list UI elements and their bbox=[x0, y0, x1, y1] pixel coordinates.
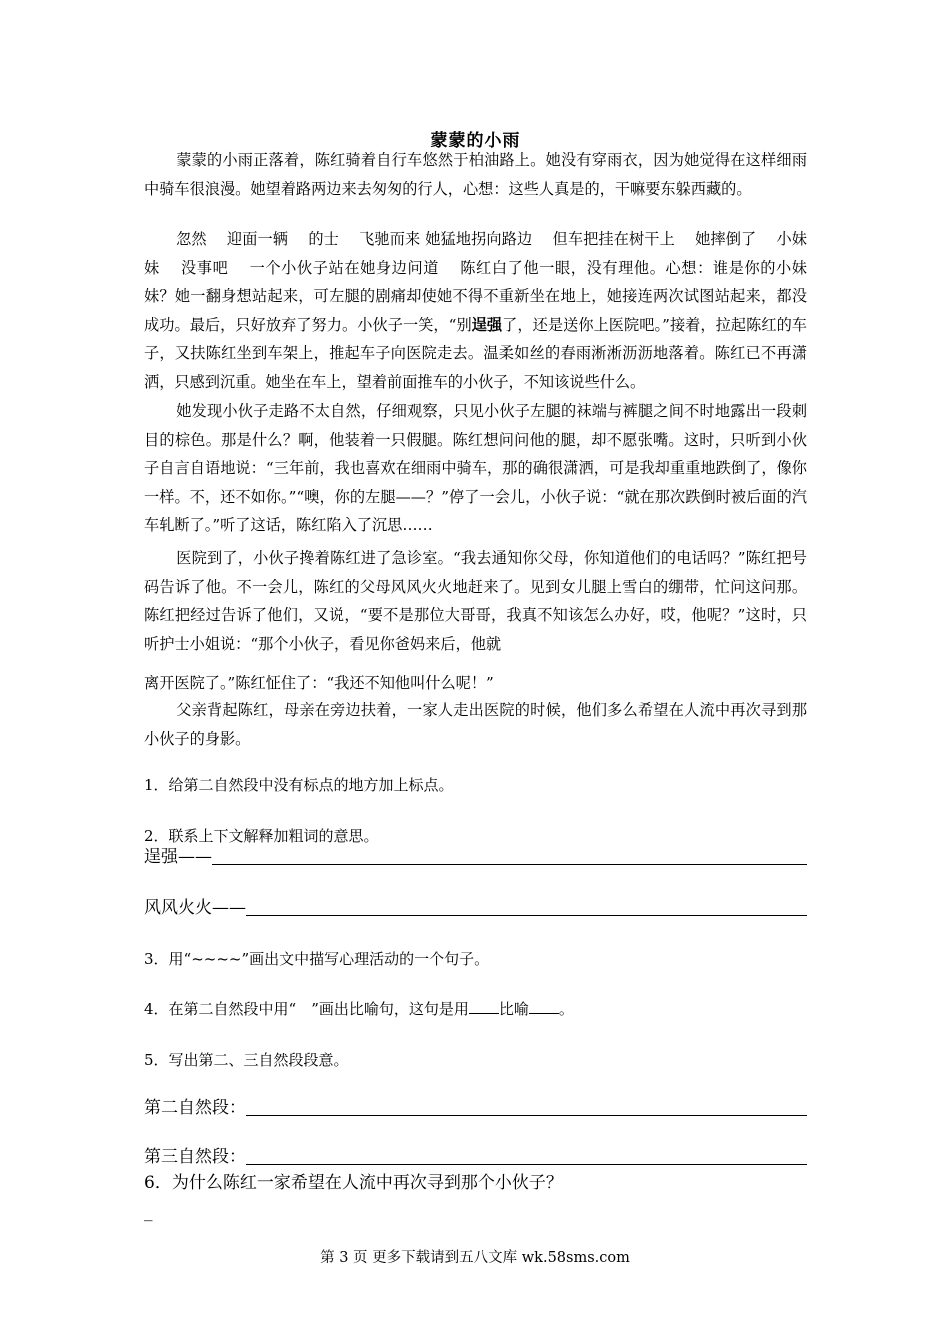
paragraph-2 bbox=[144, 225, 807, 396]
answer-label-q2a: 逞强—— bbox=[144, 847, 212, 867]
paragraph-4-continued bbox=[144, 669, 807, 698]
paragraph-2-text: 忽然 迎面一辆 的士 飞驰而来 她猛地拐向路边 但车把挂在树干上 她摔倒了 小妹妹 没事吧 一个小伙子站在她身边问道 陈红白了他一眼，没有理他。心想：谁是你的小妹妹？她一翻身想站起来，可左腿的剧痛却使她不得不重新坐在地上，她接连两次试图站起来，都没成功。最后，只好放弃了努力。小伙子一笑，“别 bbox=[144, 230, 807, 334]
paragraph-5 bbox=[144, 696, 807, 753]
question-3: 3．用“~~~~”画出文中描写心理活动的一个句子。 bbox=[144, 950, 490, 968]
paragraph-4-continued-text: 离开医院了。”陈红怔住了：“我还不知他叫什么呢！” bbox=[144, 674, 494, 692]
bold-word: 逞强 bbox=[471, 315, 503, 334]
paragraph-2-tail: 了，还是送你上医院吧。”接着，拉起陈红的车子，又扶陈红坐到车架上，推起车子向医院走去。温柔如丝的春雨淅淅沥沥地落着。陈红已不再潇洒，只感到沉重。她坐在车上，望着前面推车的小伙子，不知该说些什么。 bbox=[144, 315, 807, 391]
page-title: 蒙蒙的小雨 bbox=[430, 131, 521, 151]
paragraph-4 bbox=[144, 544, 807, 658]
paragraph-1 bbox=[144, 146, 807, 203]
answer-label-q2b: 风风火火—— bbox=[144, 898, 246, 918]
question-6: 6．为什么陈红一家希望在人流中再次寻到那个小伙子？ bbox=[144, 1173, 563, 1193]
answer-line-q5b[interactable] bbox=[144, 1145, 807, 1169]
answer-line-q2a[interactable] bbox=[144, 845, 807, 869]
answer-label-q5b: 第三自然段： bbox=[144, 1147, 246, 1167]
paragraph-5-text: 父亲背起陈红，母亲在旁边扶着，一家人走出医院的时候，他们多么希望在人流中再次寻到那小伙子的身影。 bbox=[144, 701, 807, 748]
paragraph-3-text: 她发现小伙子走路不太自然，仔细观察，只见小伙子左腿的袜端与裤腿之间不时地露出一段刺目的棕色。那是什么？啊，他装着一只假腿。陈红想问问他的腿，却不愿张嘴。这时，只听到小伙子自言自语地说：“三年前，我也喜欢在细雨中骑车，那的确很潇洒，可是我却重重地跌倒了，像你一样。不，还不如你。”“噢，你的左腿——？”停了一会儿，小伙子说：“就在那次跌倒时被后面的汽车轧断了。”听了这话，陈红陷入了沉思…… bbox=[144, 402, 807, 534]
question-1: 1．给第二自然段中没有标点的地方加上标点。 bbox=[144, 776, 454, 794]
paragraph-1-text: 蒙蒙的小雨正落着，陈红骑着自行车悠然于柏油路上。她没有穿雨衣，因为她觉得在这样细雨中骑车很浪漫。她望着路两边来去匆匆的行人，心想：这些人真是的，干嘛要东躲西藏的。 bbox=[144, 151, 807, 198]
answer-underline[interactable] bbox=[246, 1163, 807, 1165]
question-4 bbox=[144, 998, 574, 1020]
paragraph-3 bbox=[144, 397, 807, 540]
question-4-text: 4．在第二自然段中用“ ”画出比喻句，这句是用 bbox=[144, 1000, 469, 1018]
blank-1[interactable] bbox=[469, 1013, 499, 1014]
answer-underline[interactable] bbox=[212, 863, 807, 865]
answer-underline[interactable] bbox=[246, 914, 807, 916]
answer-underline[interactable] bbox=[246, 1114, 807, 1116]
answer-label-q5a: 第二自然段： bbox=[144, 1098, 246, 1118]
question-4-end: 。 bbox=[558, 1000, 574, 1018]
answer-line-q5a[interactable] bbox=[144, 1096, 807, 1120]
answer-line-q2b[interactable] bbox=[144, 896, 807, 920]
question-2: 2．联系上下文解释加粗词的意思。 bbox=[144, 827, 379, 845]
paragraph-4-text: 医院到了，小伙子搀着陈红进了急诊室。“我去通知你父母，你知道他们的电话吗？”陈红把号码告诉了他。不一会儿，陈红的父母风风火火地赶来了。见到女儿腿上雪白的绷带，忙问这问那。陈红把经过告诉了他们，又说，“要不是那位大哥哥，我真不知该怎么办好，哎，他呢？”这时，只听护士小姐说：“那个小伙子，看见你爸妈来后，他就 bbox=[144, 549, 807, 653]
question-5: 5．写出第二、三自然段段意。 bbox=[144, 1051, 349, 1069]
question-6-answer-mark[interactable]: _ bbox=[144, 1202, 153, 1222]
question-4-mid: 比喻 bbox=[498, 1000, 529, 1018]
blank-2[interactable] bbox=[529, 1013, 559, 1014]
page-footer: 第 3 页 更多下载请到五八文库 wk.58sms.com bbox=[320, 1250, 630, 1266]
